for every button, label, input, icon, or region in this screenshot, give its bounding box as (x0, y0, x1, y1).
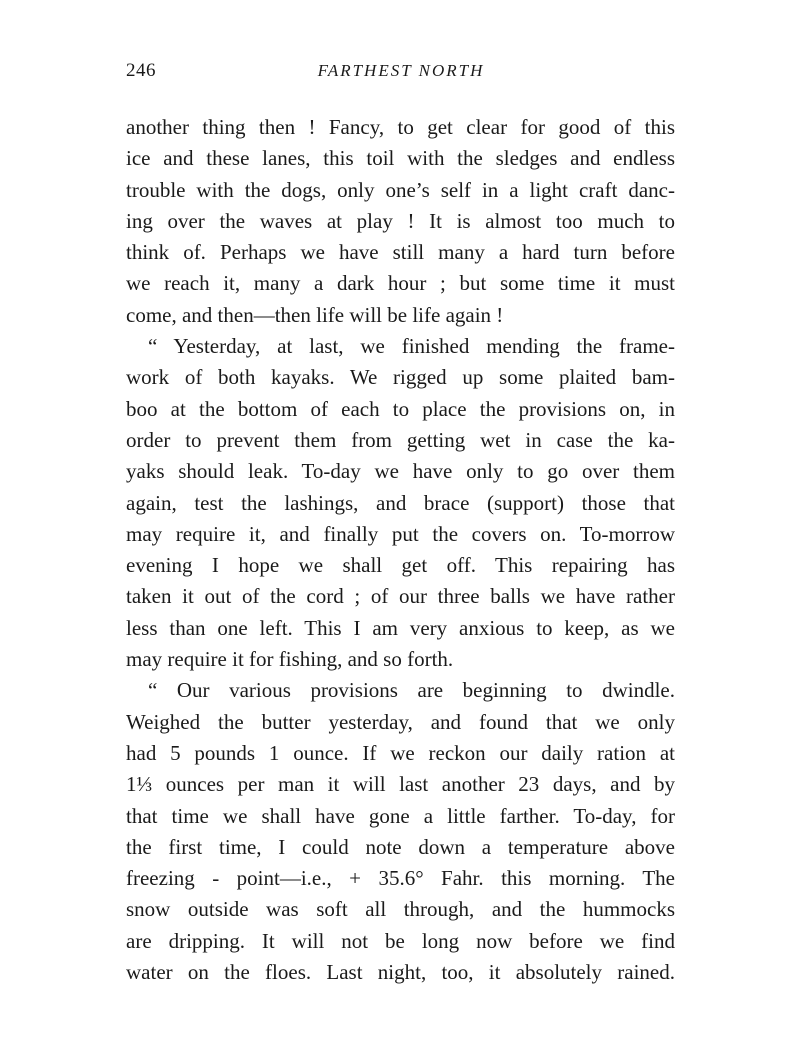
text-line: boo at the bottom of each to place the provisions on, in (126, 396, 675, 421)
text-line: 1⅓ ounces per man it will last another 23 days, and by (126, 772, 675, 797)
text-line: another thing then ! Fancy, to get clear for good of this (126, 115, 675, 139)
text-line: may require it for fishing, and so forth. (126, 647, 454, 672)
text-line: work of both kayaks. We rigged up some plaited bam- (126, 365, 675, 390)
text-line: freezing - point—i.e., + 35.6° Fahr. this morning. The (126, 866, 675, 891)
text-line: are dripping. It will not be long now before we find (126, 928, 675, 953)
text-line: we reach it, many a dark hour ; but some time it must (126, 271, 675, 296)
text-line: trouble with the dogs, only one’s self in a light craft danc- (126, 177, 675, 202)
body-text (126, 112, 675, 988)
text-line: water on the floes. Last night, too, it absolutely rained. (126, 960, 675, 985)
paragraph-start-line: “ Our various provisions are beginning to dwindle. (148, 678, 675, 703)
text-line: ing over the waves at play ! It is almost too much to (126, 208, 675, 233)
text-line: come, and then—then life will be life again ! (126, 302, 504, 327)
text-line: snow outside was soft all through, and the hummocks (126, 897, 675, 922)
text-line: the first time, I could note down a temperature above (126, 834, 675, 859)
text-line: may require it, and finally put the covers on. To-morrow (126, 521, 675, 546)
text-line: yaks should leak. To-day we have only to go over them (126, 459, 675, 484)
text-line: think of. Perhaps we have still many a hard turn before (126, 240, 675, 265)
text-line: had 5 pounds 1 ounce. If we reckon our daily ration at (126, 740, 675, 765)
text-line: evening I hope we shall get off. This repairing has (126, 553, 675, 578)
text-line: again, test the lashings, and brace (support) those that (126, 490, 675, 515)
text-line: ice and these lanes, this toil with the sledges and endless (126, 146, 675, 171)
page-number: 246 (126, 60, 156, 81)
text-line: taken it out of the cord ; of our three balls we have rather (126, 584, 675, 609)
text-line: less than one left. This I am very anxious to keep, as we (126, 615, 675, 640)
text-line: Weighed the butter yesterday, and found that we only (126, 709, 675, 734)
text-line: that time we shall have gone a little farther. To-day, for (126, 803, 675, 828)
running-head (126, 60, 676, 88)
paragraph-start-line: “ Yesterday, at last, we finished mending the frame- (148, 334, 675, 359)
text-line: order to prevent them from getting wet in case the ka- (126, 427, 675, 452)
running-title: FARTHEST NORTH (317, 61, 485, 80)
